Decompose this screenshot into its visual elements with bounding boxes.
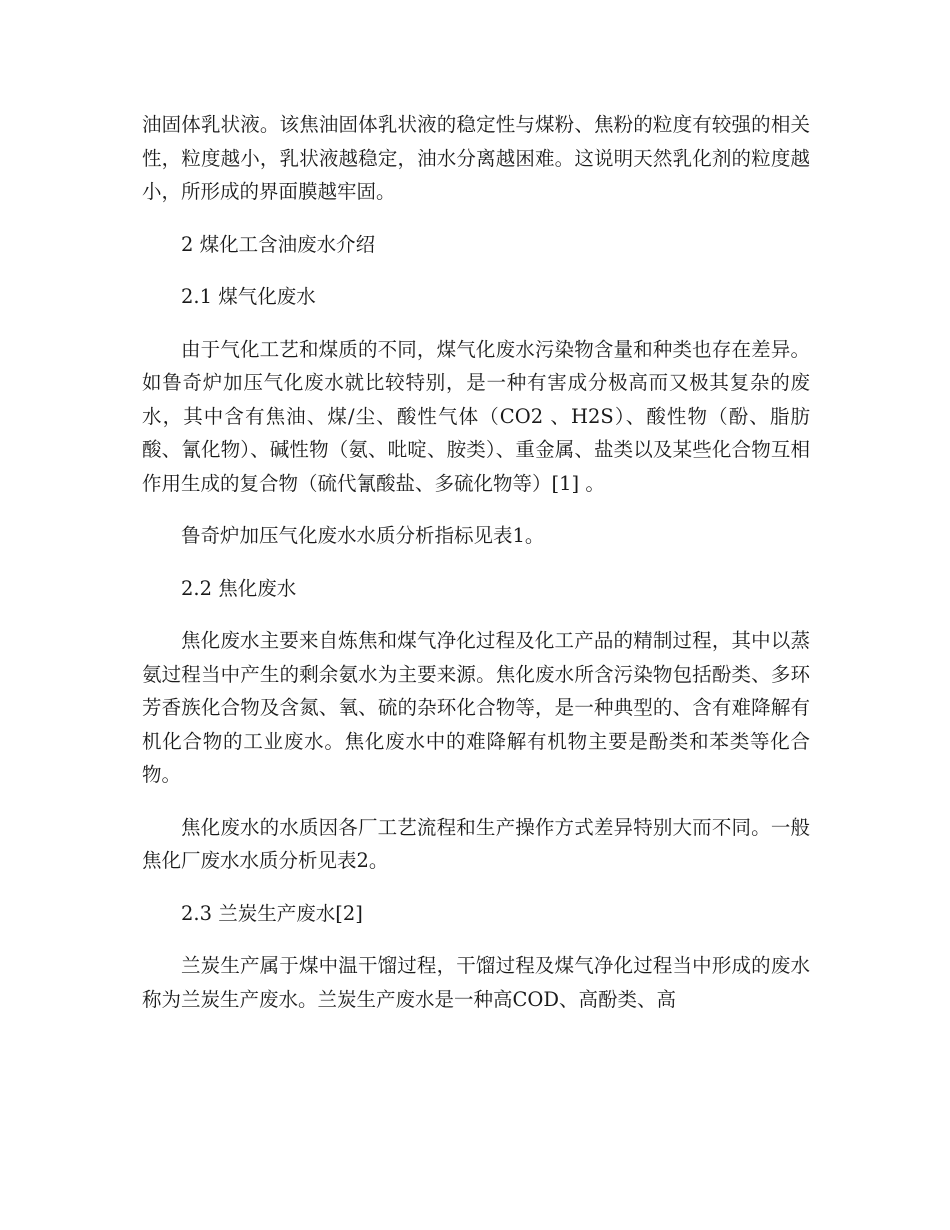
paragraph-semicoke-wastewater: 兰炭生产属于煤中温干馏过程，干馏过程及煤气净化过程当中形成的废水称为兰炭生产废水。兰炭生产废水是一种高COD、高酚类、高 — [142, 954, 810, 1011]
paragraph-emulsion-stability: 油固体乳状液。该焦油固体乳状液的稳定性与煤粉、焦粉的粒度有较强的相关性，粒度越小，乳状液越稳定，油水分离越困难。这说明天然乳化剂的粒度越小，所形成的界面膜越牢固。 — [142, 113, 810, 203]
document-body — [142, 108, 810, 1016]
paragraph-table1-reference: 鲁奇炉加压气化废水水质分析指标见表1。 — [181, 524, 545, 547]
section-heading-2-1: 2.1 煤气化废水 — [181, 285, 316, 308]
section-heading-2-2: 2.2 焦化废水 — [181, 576, 297, 600]
paragraph-coking-wastewater: 焦化废水主要来自炼焦和煤气净化过程及化工产品的精制过程，其中以蒸氨过程当中产生的剩余氨水为主要来源。焦化废水所含污染物包括酚类、多环芳香族化合物及含氮、氧、硫的杂环化合物等，是一种典型的、含有难降解有机化合物的工业废水。焦化废水中的难降解有机物主要是酚类和苯类等化合物。 — [142, 629, 810, 786]
section-heading-2: 2 煤化工含油废水介绍 — [181, 232, 376, 256]
section-heading-2-3: 2.3 兰炭生产废水[2] — [181, 901, 363, 925]
paragraph-gasification-wastewater: 由于气化工艺和煤质的不同，煤气化废水污染物含量和种类也存在差异。如鲁奇炉加压气化废水就比较特别，是一种有害成分极高而又极其复杂的废水，其中含有焦油、煤/尘、酸性气体（CO2 、H2S）、酸性物（酚、脂肪酸、氰化物）、碱性物（氨、吡啶、胺类）、重金属、盐类以及某些化合物互相作用生成的复合物（硫代氰酸盐、多硫化物等）[1] 。 — [142, 337, 810, 495]
paragraph-table2-reference: 焦化废水的水质因各厂工艺流程和生产操作方式差异特别大而不同。一般焦化厂废水水质分析见表2。 — [142, 815, 810, 872]
